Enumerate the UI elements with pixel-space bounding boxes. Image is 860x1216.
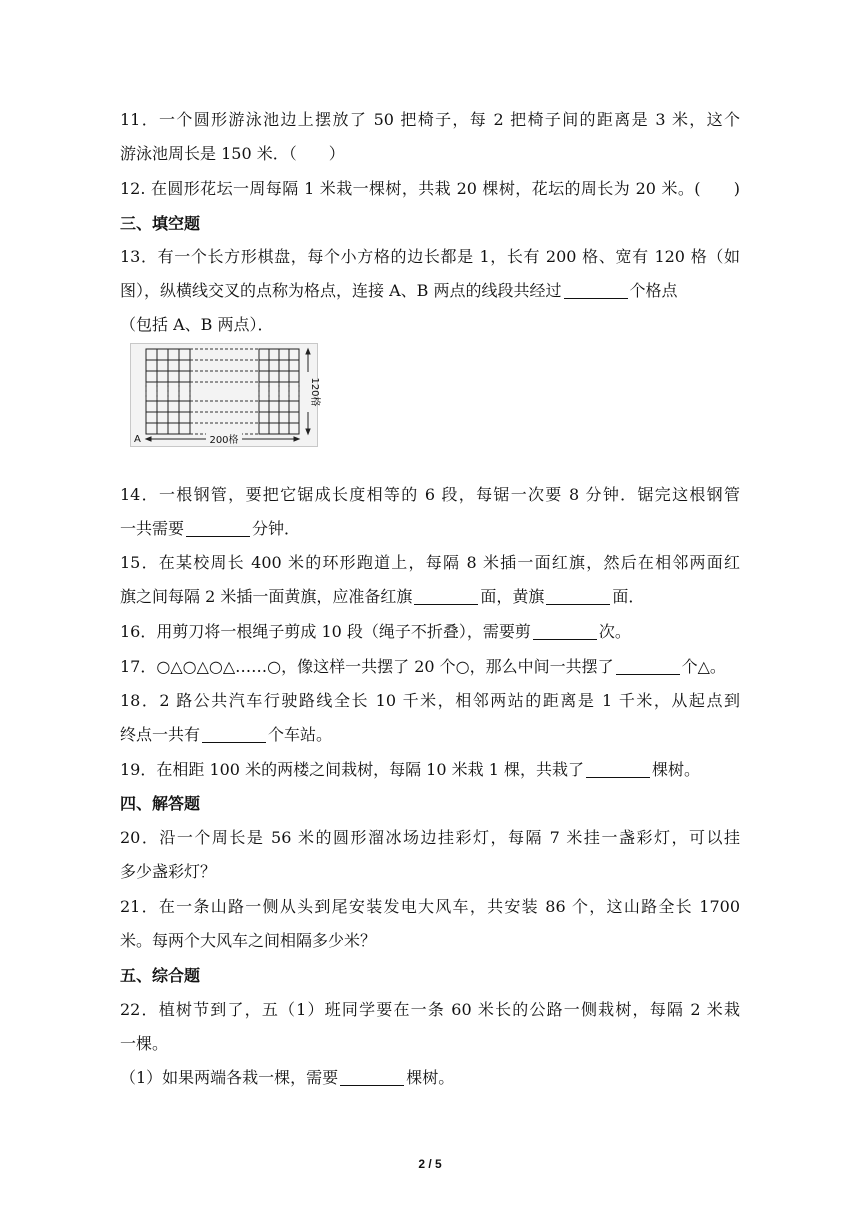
point-a-label: A [134,434,141,445]
q21-line2: 米。每两个大风车之间相隔多少米？ [120,931,377,950]
q17-line [120,656,740,678]
q18-answer-blank[interactable] [202,726,266,743]
q11-line2: 游泳池周长是 150 米．（ ） [120,144,345,163]
q16-text-a: 16．用剪刀将一根绳子剪成 10 段（绳子不折叠），需要剪 [120,622,531,641]
q22-sub1-text-b: 棵树。 [406,1068,455,1087]
q15-yellow-flag-blank[interactable] [546,588,610,605]
page-number: 2 / 5 [418,1157,442,1171]
q22-sub1-text-a: （1）如果两端各栽一棵，需要 [120,1068,339,1087]
q14-text-a: 一共需要 [120,519,185,538]
q15-text-c: 面． [612,587,645,606]
q19-answer-blank[interactable] [586,761,650,778]
q19-line [120,759,740,781]
q14-line1: 14．一根钢管，要把它锯成长度相等的 6 段，每锯一次要 8 分钟．锯完这根钢管 [120,485,740,504]
q13-line3: （包括 A、B 两点）． [120,315,274,334]
q15-line1: 15．在某校周长 400 米的环形跑道上，每隔 8 米插一面红旗，然后在相邻两面红 [120,553,740,572]
q17-text-a: 17．○△○△○△……○，像这样一共摆了 20 个○，那么中间一共摆了 [120,657,614,676]
q18-text-b: 个车站。 [268,725,333,744]
q20-line2: 多少盏彩灯？ [120,862,217,881]
q13-line1: 13．有一个长方形棋盘，每个小方格的边长都是 1，长有 200 格、宽有 120 格（如 [120,247,740,266]
q22-line1: 22．植树节到了，五（1）班同学要在一条 60 米长的公路一侧栽树，每隔 2 米栽 [120,1000,740,1019]
q13-answer-blank[interactable] [564,282,628,299]
q22-sub1 [120,1067,740,1089]
q16-answer-blank[interactable] [533,623,597,640]
section-heading-solve: 四、解答题 [120,794,201,813]
q16-line [120,621,740,643]
q13-line2 [120,280,740,302]
q15-red-flag-blank[interactable] [414,588,478,605]
q15-text-a: 旗之间每隔 2 米插一面黄旗，应准备红旗 [120,587,413,606]
q14-answer-blank[interactable] [186,520,250,537]
q18-text-a: 终点一共有 [120,725,201,744]
q17-text-b: 个△。 [681,657,726,676]
q22-line2: 一棵。 [120,1034,169,1053]
q15-text-b: 面，黄旗 [480,587,545,606]
q19-text-b: 棵树。 [651,760,700,779]
q16-text-b: 次。 [598,622,631,641]
dashed-gridlines [146,349,299,434]
q21-line1: 21．在一条山路一侧从头到尾安装发电大风车，共安装 86 个，这山路全长 1700 [120,897,740,916]
chessboard-diagram [131,344,320,446]
q13-text-b: 个格点 [629,281,678,300]
chessboard-figure [130,343,318,447]
q18-line2 [120,724,740,746]
q12-line: 12. 在圆形花坛一周每隔 1 米栽一棵树，共栽 20 棵树，花坛的周长为 20 米。( ) [120,179,740,198]
q11-line1: 11．一个圆形游泳池边上摆放了 50 把椅子，每 2 把椅子间的距离是 3 米，这个 [120,110,740,129]
q14-line2 [120,518,740,540]
width-label: 200格 [209,435,239,446]
q14-text-b: 分钟． [252,519,301,538]
q18-line1: 18．2 路公共汽车行驶路线全长 10 千米，相邻两站的距离是 1 千米，从起点到 [120,691,740,710]
section-heading-comprehensive: 五、综合题 [120,966,201,985]
section-heading-fill-in: 三、填空题 [120,214,201,233]
q22-sub1-answer-blank[interactable] [340,1069,404,1086]
height-label: 120格 [309,377,320,407]
q15-line2 [120,586,740,608]
q13-text-a: 图），纵横线交叉的点称为格点，连接 A、B 两点的线段共经过 [120,281,562,300]
q19-text-a: 19．在相距 100 米的两楼之间栽树，每隔 10 米栽 1 棵，共栽了 [120,760,584,779]
q17-answer-blank[interactable] [616,658,680,675]
q20-line1: 20．沿一个周长是 56 米的圆形溜冰场边挂彩灯，每隔 7 米挂一盏彩灯，可以挂 [120,828,740,847]
